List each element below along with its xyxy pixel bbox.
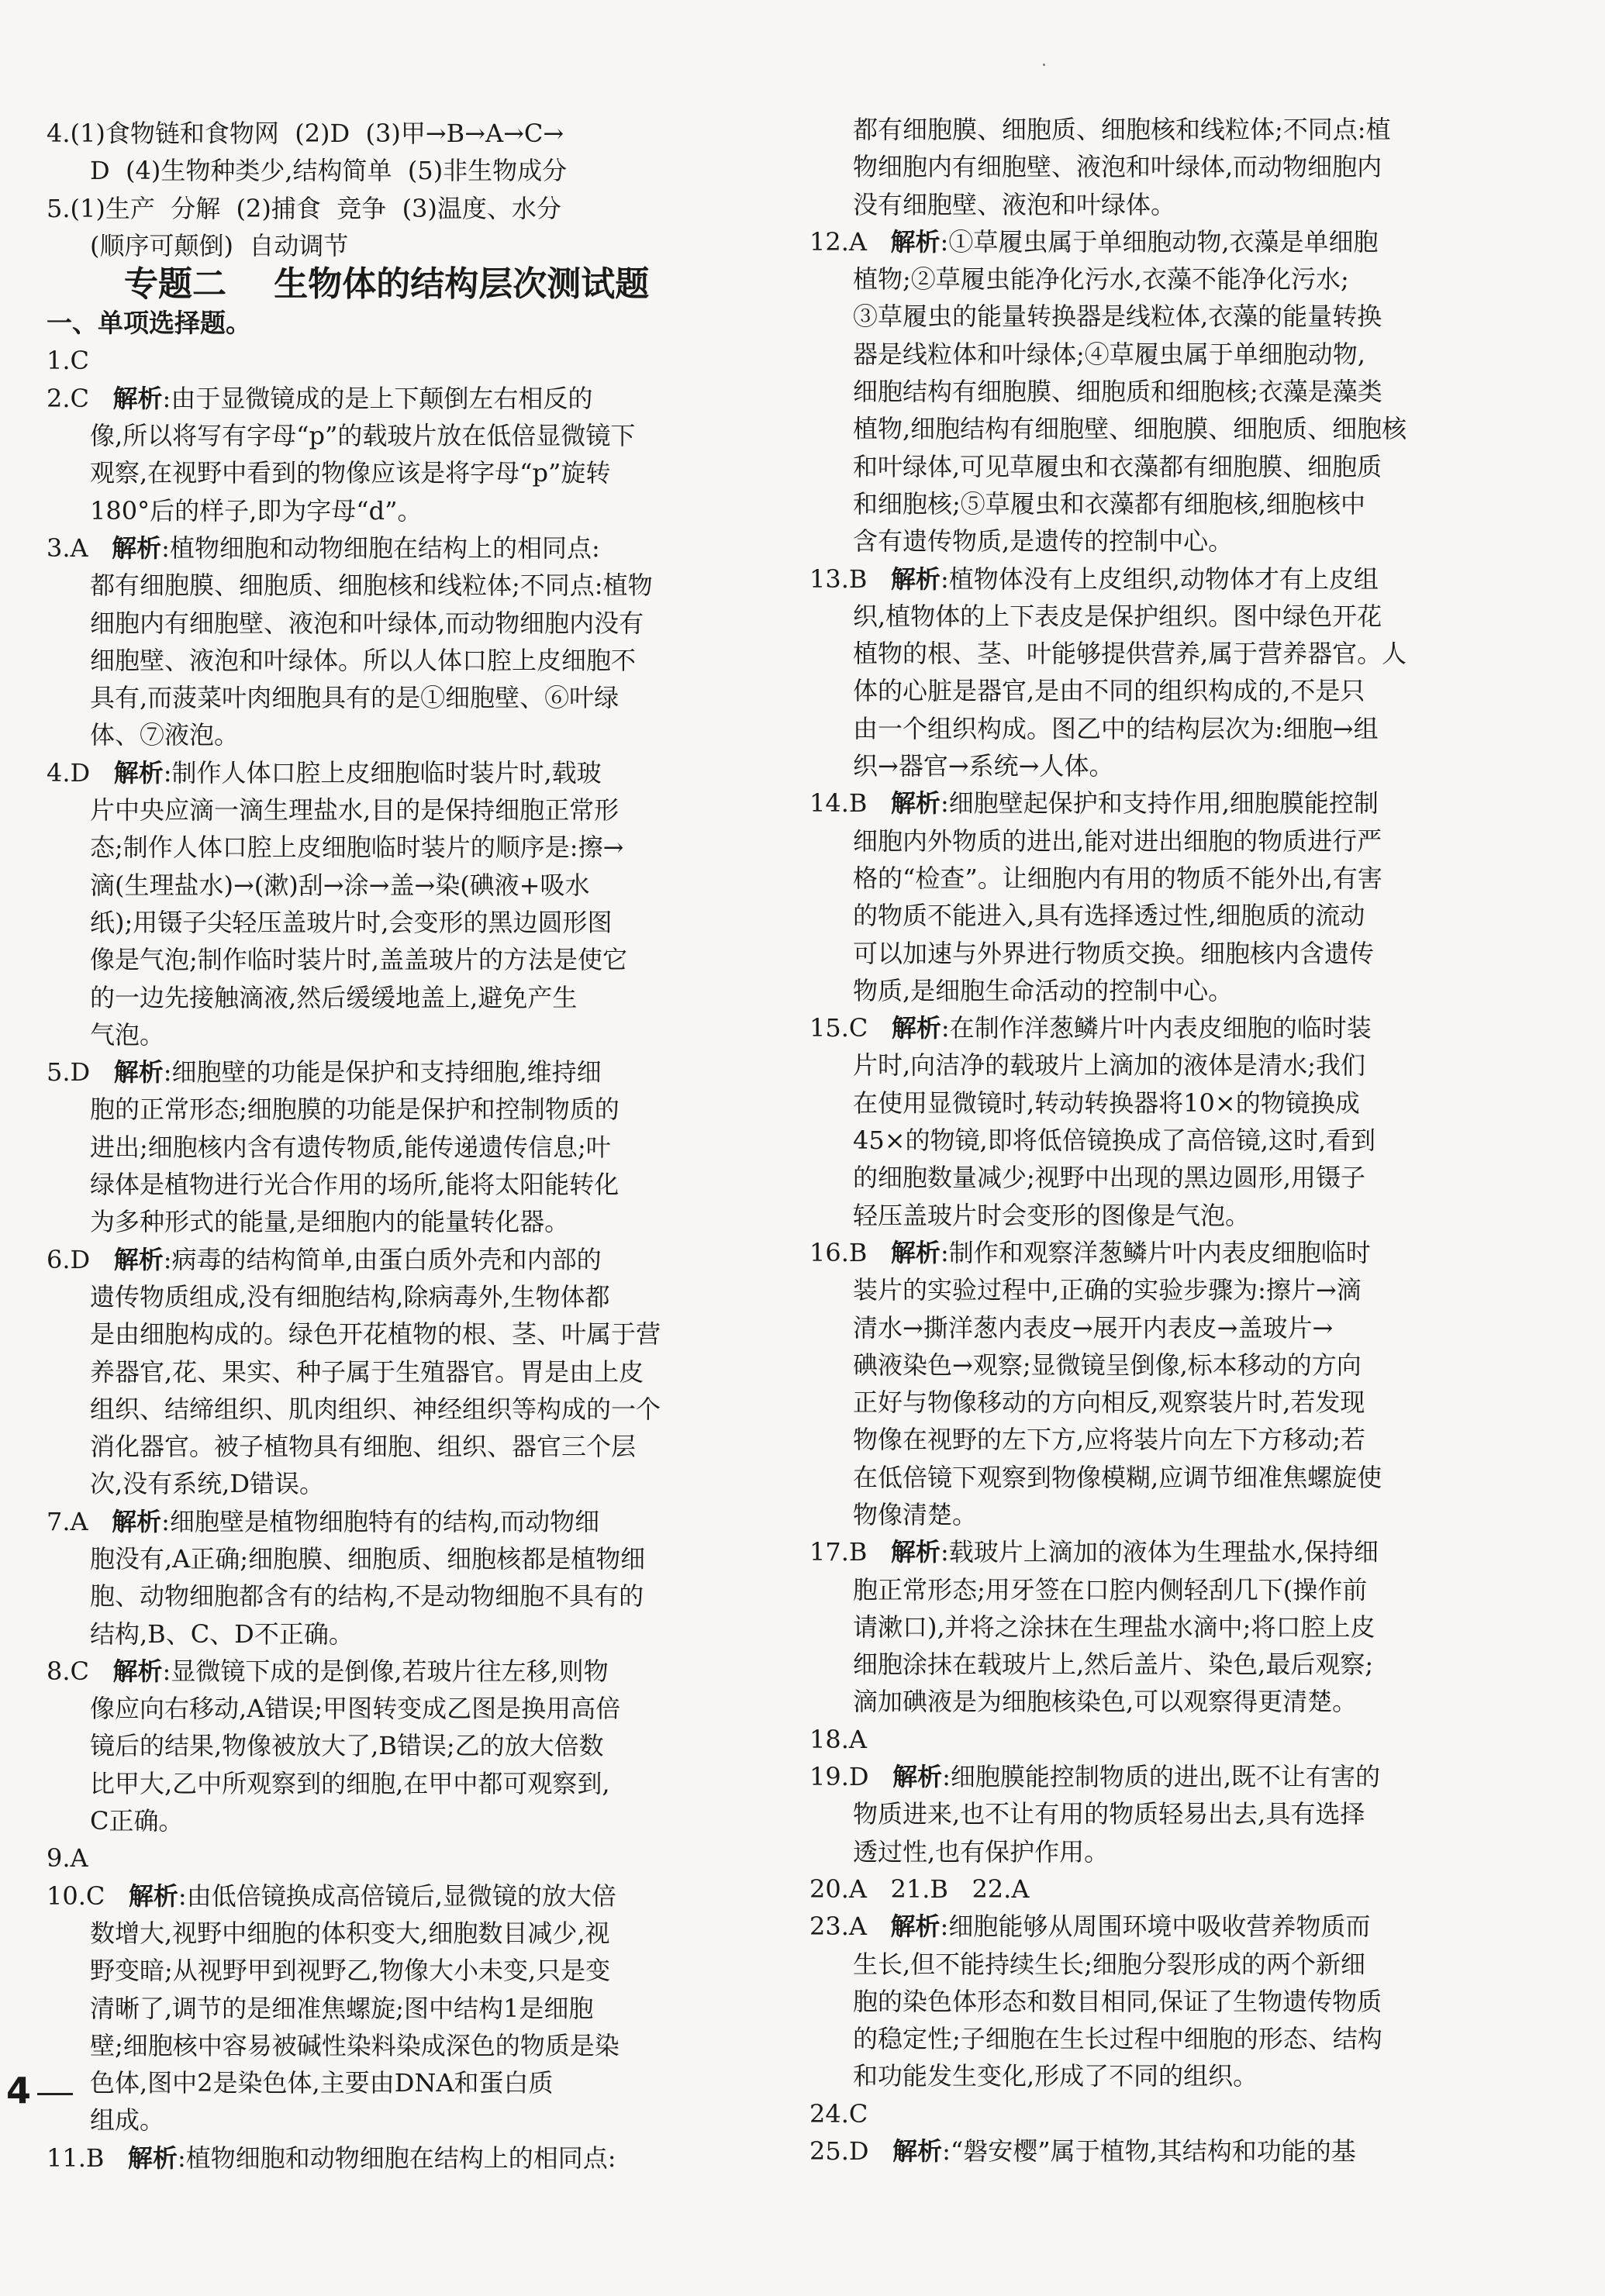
text-line <box>47 417 729 454</box>
analysis-label: 解析 <box>890 564 941 594</box>
text-line <box>809 822 1492 860</box>
text-line <box>47 1577 729 1615</box>
text-line <box>47 1503 729 1540</box>
text-line <box>47 1166 729 1203</box>
analysis-label: 解析 <box>891 1013 941 1043</box>
text-line <box>809 1946 1492 1983</box>
analysis-label: 解析 <box>890 1912 941 1942</box>
section-title <box>47 264 729 305</box>
line-text: 细胞涂抹在载玻片上,然后盖片、染色,最后观察; <box>853 1650 1374 1680</box>
text-line <box>47 1839 729 1877</box>
text-line <box>47 1765 729 1802</box>
text-line <box>47 867 729 904</box>
line-text: :显微镜下成的是倒像,若玻片往左移,则物 <box>162 1656 609 1686</box>
line-text: 像是气泡;制作临时装片时,盖盖玻片的方法是使它 <box>90 945 627 975</box>
line-text: 胞没有,A正确;细胞膜、细胞质、细胞核都是植物细 <box>90 1543 646 1574</box>
text-line <box>809 410 1492 447</box>
text-line <box>809 560 1492 598</box>
speck <box>1043 64 1045 66</box>
text-line <box>809 784 1492 822</box>
line-text: 请漱口),并将之涂抹在生理盐水滴中;将口腔上皮 <box>853 1612 1375 1642</box>
analysis-label: 解析 <box>892 1762 943 1792</box>
text-line <box>47 1690 729 1727</box>
text-line <box>809 1459 1492 1496</box>
analysis-label: 解析 <box>892 2136 943 2167</box>
text-line <box>809 373 1492 410</box>
line-text: 养器官,花、果实、种子属于生殖器官。胃是由上皮 <box>90 1357 644 1387</box>
line-text: 体、⑦液泡。 <box>90 720 240 750</box>
text-line <box>47 342 729 379</box>
text-line <box>809 1159 1492 1196</box>
text-line <box>809 2132 1492 2170</box>
line-text: 植物,细胞结构有细胞壁、细胞膜、细胞质、细胞核 <box>853 414 1407 444</box>
text-line <box>809 1122 1492 1159</box>
text-line <box>47 1129 729 1166</box>
analysis-label: 解析 <box>890 788 941 819</box>
text-line <box>47 492 729 529</box>
text-line <box>809 223 1492 260</box>
line-text: 180°后的样子,即为字母“d”。 <box>90 495 423 526</box>
line-text: 含有遗传物质,是遗传的控制中心。 <box>853 526 1234 557</box>
line-text: 清晰了,调节的是细准焦螺旋;图中结构1是细胞 <box>90 1993 594 2023</box>
text-line <box>809 1084 1492 1122</box>
line-text: 9.A <box>47 1843 88 1874</box>
text-line <box>809 1758 1492 1795</box>
line-text: :制作人体口腔上皮细胞临时装片时,载玻 <box>163 757 602 788</box>
line-text: :细胞壁起保护和支持作用,细胞膜能控制 <box>940 788 1379 819</box>
question-number: 11.B <box>47 2143 128 2173</box>
question-number: 13.B <box>809 564 891 594</box>
text-line <box>809 1646 1492 1683</box>
text-line <box>47 1465 729 1502</box>
line-text: 清水→撕洋葱内表皮→展开内表皮→盖玻片→ <box>853 1312 1334 1343</box>
text-line <box>809 111 1492 148</box>
line-text: 进出;细胞核内含有遗传物质,能传递遗传信息;叶 <box>90 1132 611 1162</box>
analysis-label: 解析 <box>890 1537 941 1567</box>
question-number: 8.C <box>47 1656 113 1686</box>
text-line <box>47 1727 729 1764</box>
line-text: 在使用显微镜时,转动转换器将10×的物镜换成 <box>853 1088 1360 1118</box>
text-line <box>809 635 1492 672</box>
line-text: :“磐安樱”属于植物,其结构和功能的基 <box>942 2136 1356 2167</box>
text-line <box>809 148 1492 185</box>
line-text: 细胞内外物质的进出,能对进出细胞的物质进行严 <box>853 826 1382 856</box>
text-line <box>809 1983 1492 2020</box>
text-line <box>809 1421 1492 1458</box>
text-line <box>47 754 729 791</box>
question-number: 17.B <box>809 1537 891 1567</box>
text-line <box>47 1241 729 1278</box>
text-line <box>809 598 1492 635</box>
line-text: 5.(1)生产 分解 (2)捕食 竞争 (3)温度、水分 <box>47 193 561 223</box>
text-line <box>47 791 729 829</box>
text-line <box>47 115 729 152</box>
line-text: 在低倍镜下观察到物像模糊,应调节细准焦螺旋使 <box>853 1462 1382 1492</box>
line-text: 和细胞核;⑤草履虫和衣藻都有细胞核,细胞核中 <box>853 488 1365 519</box>
text-line <box>47 2101 729 2139</box>
analysis-label: 解析 <box>112 1656 163 1686</box>
line-text: 18.A <box>809 1724 867 1754</box>
text-line <box>809 1795 1492 1832</box>
text-line <box>809 260 1492 298</box>
line-text: 像应向右移动,A错误;甲图转变成乙图是换用高倍 <box>90 1694 621 1724</box>
text-line <box>47 1091 729 1128</box>
analysis-label: 解析 <box>890 226 941 257</box>
text-line <box>47 1802 729 1839</box>
question-number: 14.B <box>809 788 891 819</box>
text-line <box>47 1053 729 1091</box>
line-text: 胞、动物细胞都含有的结构,不是动物细胞不具有的 <box>90 1581 644 1612</box>
text-line <box>809 935 1492 972</box>
text-line <box>809 1833 1492 1870</box>
line-text: 20.A 21.B 22.A <box>809 1874 1030 1904</box>
text-line <box>809 1533 1492 1570</box>
line-text: 比甲大,乙中所观察到的细胞,在甲中都可观察到, <box>90 1768 610 1798</box>
line-text: 滴加碘液是为细胞核染色,可以观察得更清楚。 <box>853 1687 1358 1717</box>
line-text: 专题二 生物体的结构层次测试题 <box>124 264 650 305</box>
text-line <box>47 190 729 227</box>
line-text: 物细胞内有细胞壁、液泡和叶绿体,而动物细胞内 <box>853 152 1382 182</box>
line-text: :植物体没有上皮组织,动物体才有上皮组 <box>940 564 1379 594</box>
line-text: 遗传物质组成,没有细胞结构,除病毒外,生物体都 <box>90 1281 610 1312</box>
analysis-label: 解析 <box>890 1237 941 1267</box>
line-text: 滴(生理盐水)→(漱)刮→涂→盖→染(碘液+吸水 <box>90 870 590 900</box>
text-line <box>809 485 1492 522</box>
text-line <box>809 522 1492 560</box>
text-line <box>809 972 1492 1009</box>
line-text: 细胞内有细胞壁、液泡和叶绿体,而动物细胞内没有 <box>90 608 644 638</box>
line-text: 生长,但不能持续生长;细胞分裂形成的两个新细 <box>853 1949 1365 1979</box>
line-text: 45×的物镜,即将低倍镜换成了高倍镜,这时,看到 <box>853 1126 1376 1156</box>
question-number: 3.A <box>47 533 112 563</box>
analysis-label: 解析 <box>128 1881 178 1911</box>
text-line <box>47 2139 729 2177</box>
analysis-label: 解析 <box>112 1506 162 1536</box>
text-line <box>47 1952 729 1989</box>
line-text: ③草履虫的能量转换器是线粒体,衣藻的能量转换 <box>853 302 1382 332</box>
line-text: 气泡。 <box>90 1019 165 1050</box>
line-text: 器是线粒体和叶绿体;④草履虫属于单细胞动物, <box>853 339 1365 369</box>
line-text: 碘液染色→观察;显微镜呈倒像,标本移动的方向 <box>853 1350 1362 1380</box>
question-number: 12.A <box>809 226 891 257</box>
text-line <box>809 1721 1492 1758</box>
line-text: 的物质不能进入,具有选择透过性,细胞质的流动 <box>853 901 1365 931</box>
line-text: 绿体是植物进行光合作用的场所,能将太阳能转化 <box>90 1170 620 1200</box>
text-line <box>809 747 1492 784</box>
line-text: 数增大,视野中细胞的体积变大,细胞数目减少,视 <box>90 1918 610 1948</box>
line-text: 像,所以将写有字母“p”的载玻片放在低倍显微镜下 <box>90 421 636 451</box>
line-text: 结构,B、C、D不正确。 <box>90 1619 354 1649</box>
text-line <box>809 2095 1492 2132</box>
line-text: :植物细胞和动物细胞在结构上的相同点: <box>177 2143 616 2173</box>
text-line <box>47 567 729 604</box>
line-text: 格的“检查”。让细胞内有用的物质不能外出,有害 <box>853 863 1382 893</box>
line-text: 纸);用镊子尖轻压盖玻片时,会变形的黑边圆形图 <box>90 907 613 937</box>
line-text: :细胞膜能控制物质的进出,既不让有害的 <box>942 1762 1381 1792</box>
section-subtitle <box>47 305 729 342</box>
text-line <box>47 1203 729 1240</box>
line-text: 片中央应滴一滴生理盐水,目的是保持细胞正常形 <box>90 795 620 826</box>
line-text: 正好与物像移动的方向相反,观察装片时,若发现 <box>853 1388 1365 1418</box>
line-text: 观察,在视野中看到的物像应该是将字母“p”旋转 <box>90 458 611 488</box>
text-line <box>47 605 729 642</box>
left-column <box>47 115 729 2177</box>
line-text: :制作和观察洋葱鳞片叶内表皮细胞临时 <box>940 1237 1371 1267</box>
right-column <box>809 111 1492 2170</box>
line-text: 组织、结缔组织、肌肉组织、神经组织等构成的一个 <box>90 1394 661 1424</box>
text-line <box>809 336 1492 373</box>
text-line <box>47 227 729 264</box>
question-number: 2.C <box>47 383 113 413</box>
line-text: 透过性,也有保护作用。 <box>853 1836 1110 1867</box>
text-line <box>47 679 729 716</box>
line-text: D (4)生物种类少,结构简单 (5)非生物成分 <box>90 156 568 186</box>
text-line <box>809 1197 1492 1234</box>
text-line <box>809 710 1492 747</box>
text-line <box>47 1540 729 1577</box>
text-line <box>809 860 1492 897</box>
question-number: 15.C <box>809 1013 892 1043</box>
line-text: 片时,向洁净的载玻片上滴加的液体是清水;我们 <box>853 1050 1365 1081</box>
text-line <box>47 1278 729 1315</box>
question-number: 16.B <box>809 1237 891 1267</box>
question-number: 23.A <box>809 1912 891 1942</box>
line-text: 装片的实验过程中,正确的实验步骤为:擦片→滴 <box>853 1275 1362 1305</box>
analysis-label: 解析 <box>112 383 163 413</box>
line-text: 组成。 <box>90 2105 165 2136</box>
line-text: :①草履虫属于单细胞动物,衣藻是单细胞 <box>940 226 1379 257</box>
text-line <box>47 1877 729 1915</box>
line-text: 和叶绿体,可见草履虫和衣藻都有细胞膜、细胞质 <box>853 451 1382 481</box>
line-text: 胞正常形态;用牙签在口腔内侧轻刮几下(操作前 <box>853 1574 1368 1605</box>
analysis-label: 解析 <box>113 757 164 788</box>
text-line <box>47 1353 729 1391</box>
text-line <box>47 979 729 1016</box>
text-line <box>809 1608 1492 1646</box>
text-line <box>47 529 729 567</box>
line-text: C正确。 <box>90 1806 184 1836</box>
line-text: 色体,图中2是染色体,主要由DNA和蛋白质 <box>90 2068 554 2098</box>
text-line <box>809 1571 1492 1608</box>
text-line <box>47 829 729 866</box>
text-line <box>47 1391 729 1428</box>
line-text: 的细胞数量减少;视野中出现的黑边圆形,用镊子 <box>853 1163 1365 1193</box>
text-line <box>47 2027 729 2064</box>
analysis-label: 解析 <box>113 1057 164 1088</box>
analysis-label: 解析 <box>113 1244 164 1274</box>
question-number: 10.C <box>47 1881 129 1911</box>
text-line <box>47 716 729 753</box>
line-text: 壁;细胞核中容易被碱性染料染成深色的物质是染 <box>90 2030 620 2060</box>
line-text: 为多种形式的能量,是细胞内的能量转化器。 <box>90 1207 570 1237</box>
text-line <box>809 1346 1492 1384</box>
question-number: 25.D <box>809 2136 893 2167</box>
question-number: 5.D <box>47 1057 114 1088</box>
text-line <box>809 1271 1492 1308</box>
text-line <box>47 1615 729 1653</box>
text-line <box>809 448 1492 485</box>
line-text: 轻压盖玻片时会变形的图像是气泡。 <box>853 1200 1251 1230</box>
line-text: 没有细胞壁、液泡和叶绿体。 <box>853 189 1176 219</box>
text-line <box>809 1309 1492 1346</box>
line-text: 物像在视野的左下方,应将装片向左下方移动;若 <box>853 1425 1365 1455</box>
line-text: :病毒的结构简单,由蛋白质外壳和内部的 <box>163 1244 602 1274</box>
text-line <box>809 1234 1492 1271</box>
line-text: :由低倍镜换成高倍镜后,显微镜的放大倍 <box>178 1881 616 1911</box>
text-line <box>809 1683 1492 1720</box>
text-line <box>47 2064 729 2101</box>
line-text: 是由细胞构成的。绿色开花植物的根、茎、叶属于营 <box>90 1319 661 1350</box>
line-text: :在制作洋葱鳞片叶内表皮细胞的临时装 <box>941 1013 1372 1043</box>
line-text: 和功能发生变化,形成了不同的组织。 <box>853 2061 1258 2091</box>
text-line <box>809 186 1492 223</box>
line-text: 都有细胞膜、细胞质、细胞核和线粒体;不同点:植 <box>853 115 1391 144</box>
text-line <box>47 642 729 679</box>
text-line <box>47 1915 729 1952</box>
line-text: :细胞壁是植物细胞特有的结构,而动物细 <box>161 1506 600 1536</box>
text-line <box>809 1009 1492 1046</box>
line-text: 态;制作人体口腔上皮细胞临时装片的顺序是:擦→ <box>90 833 624 863</box>
line-text: 物质,是细胞生命活动的控制中心。 <box>853 975 1234 1005</box>
line-text: (顺序可颠倒) 自动调节 <box>90 230 349 260</box>
text-line <box>47 1315 729 1353</box>
text-line <box>809 1496 1492 1533</box>
text-line <box>809 1046 1492 1084</box>
line-text: 次,没有系统,D错误。 <box>90 1469 325 1499</box>
line-text: :细胞能够从周围环境中吸收营养物质而 <box>940 1912 1371 1942</box>
question-number: 19.D <box>809 1762 893 1792</box>
text-line <box>809 1870 1492 1908</box>
line-text: 具有,而菠菜叶肉细胞具有的是①细胞壁、⑥叶绿 <box>90 683 620 713</box>
line-text: 镜后的结果,物像被放大了,B错误;乙的放大倍数 <box>90 1731 604 1761</box>
line-text: 体的心脏是器官,是由不同的组织构成的,不是只 <box>853 676 1365 706</box>
text-line <box>47 941 729 978</box>
line-text: 都有细胞膜、细胞质、细胞核和线粒体;不同点:植物 <box>90 571 653 601</box>
line-text: 24.C <box>809 2098 868 2129</box>
line-text: :由于显微镜成的是上下颠倒左右相反的 <box>162 383 593 413</box>
line-text: 消化器官。被子植物具有细胞、组织、器官三个层 <box>90 1432 637 1462</box>
text-line <box>47 904 729 941</box>
line-text: 织→器官→系统→人体。 <box>853 751 1114 781</box>
text-line <box>47 1990 729 2027</box>
text-line <box>809 672 1492 709</box>
question-number: 4.D <box>47 757 114 788</box>
line-text: 野变暗;从视野甲到视野乙,物像大小未变,只是变 <box>90 1956 611 1986</box>
line-text: :植物细胞和动物细胞在结构上的相同点: <box>161 533 600 563</box>
text-line <box>47 1653 729 1690</box>
text-line <box>809 2057 1492 2094</box>
text-line <box>47 152 729 189</box>
analysis-label: 解析 <box>112 533 162 563</box>
line-text: 的稳定性;子细胞在生长过程中细胞的形态、结构 <box>853 2024 1382 2054</box>
line-text: 细胞壁、液泡和叶绿体。所以人体口腔上皮细胞不 <box>90 645 637 675</box>
question-number: 7.A <box>47 1506 112 1536</box>
text-line <box>47 380 729 417</box>
line-text: 物像清楚。 <box>853 1499 978 1529</box>
line-text: 的一边先接触滴液,然后缓缓地盖上,避免产生 <box>90 982 578 1012</box>
line-text: 植物;②草履虫能净化污水,衣藻不能净化污水; <box>853 264 1349 295</box>
line-text: :细胞壁的功能是保护和支持细胞,维持细 <box>163 1057 602 1088</box>
line-text: 植物的根、茎、叶能够提供营养,属于营养器官。人 <box>853 639 1407 669</box>
text-line <box>809 2020 1492 2057</box>
line-text: 1.C <box>47 346 90 376</box>
line-text: 胞的染色体形态和数目相同,保证了生物遗传物质 <box>853 1986 1382 2016</box>
page-number: 4 <box>6 2070 32 2112</box>
line-text: :载玻片上滴加的液体为生理盐水,保持细 <box>940 1537 1379 1567</box>
line-text: 4.(1)食物链和食物网 (2)D (3)甲→B→A→C→ <box>47 119 564 148</box>
line-text: 可以加速与外界进行物质交换。细胞核内含遗传 <box>853 938 1375 968</box>
question-number: 6.D <box>47 1244 114 1274</box>
text-line <box>809 1384 1492 1421</box>
line-text: 物质进来,也不让有用的物质轻易出去,具有选择 <box>853 1799 1365 1829</box>
line-text: 一、单项选择题。 <box>47 308 251 339</box>
line-text: 由一个组织构成。图乙中的结构层次为:细胞→组 <box>853 713 1379 743</box>
text-line <box>47 1428 729 1465</box>
text-line <box>809 298 1492 335</box>
line-text: 胞的正常形态;细胞膜的功能是保护和控制物质的 <box>90 1095 620 1125</box>
text-line <box>809 897 1492 934</box>
text-line <box>47 454 729 491</box>
line-text: 织,植物体的上下表皮是保护组织。图中绿色开花 <box>853 601 1382 631</box>
line-text: 细胞结构有细胞膜、细胞质和细胞核;衣藻是藻类 <box>853 377 1382 407</box>
analysis-label: 解析 <box>127 2143 178 2173</box>
text-line <box>47 1016 729 1053</box>
text-line <box>809 1908 1492 1945</box>
page-number-dash <box>37 2093 73 2095</box>
